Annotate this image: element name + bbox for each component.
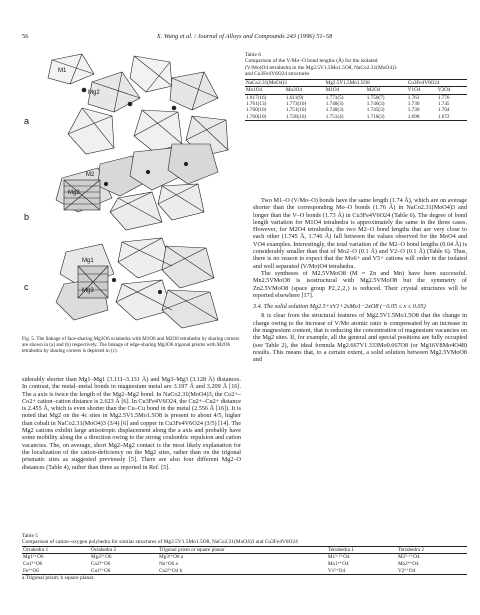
paragraph: siderably shorter than Mg1–Mg1 (3.111–3.131 Å) and Mg3–Mg3 (3.128 Å) distances. In contrast, the metal–metal bonds in magnesium metal are 3.197 Å and 3.209 Å [16]. The a axis is twice the length of the Mg2–Mg2 bond. In NaCo2.31(MoO4)3, the Co2+–Co2+ cation–cation distance is 2.623 Å [6]. In Cu3Fe4V6O24, the Cu2+–Cu2+ distance is 2.455 Å, which is even shorter than the Cu–Cu bond in the metal (2.556 Å [16]). It is noted that Mg2 on the 4c sites in Mg2.5V1.5Mo1.5O8 is present to about 4/5, higher than cobalt in NaCo2.31(MoO4)3 (3/4) [6] and copper in Cu3Fe4V6O24 (3/5) [14]. The Mg2 cations exhibit large anisotropic displacement along the a axis and probably have some mobility along the a direction owing to the strong coulombic repulsion and cation vacancies. The, on average, short Mg2–Mg2 contact is the most likely explanation for the localization of the cation-deficiency on the Mg2 sites, rather than on the trigonal prismatic sites as suggested previously [5]. There are also four different Mg2–O distances (Table 4), rather than three as reported in Ref. [5]. <box>22 376 241 471</box>
page-number: 56 <box>22 33 29 40</box>
panel-label-a: a <box>24 116 30 126</box>
table-row: Mg1²⁺O6 Mg2²⁺O6 Mg3²⁺O6 a M1⁵·⁵⁺O4 M2⁵·⁵⁺O4 <box>23 554 420 561</box>
table-row: 1.760(10) 1.751(10) 1.740(3) 1.745(3) 1.730 1.704 <box>246 107 450 114</box>
panel-a-drawing <box>48 54 228 156</box>
crystal-structure-figure <box>22 52 240 334</box>
paragraph: The syntheses of M2.5VMoO8 (M = Zn and Mn) have been successful. Mn2.5VMoO8 is isostructural with Mg2.5VMoO8 but the symmetry of Zn2.5VMoO8 (space group P2₁2₁2₁) is reduced. Their crystal structures will be reported elsewhere [17]. <box>253 269 467 299</box>
site-label-m1: M1 <box>58 68 67 74</box>
left-column-text <box>22 376 241 471</box>
journal-citation: X. Wang et al. / Journal of Alloys and Compounds 243 (1996) 51–58 <box>156 33 333 40</box>
table-row: Co1²⁺O6 Co2²⁺O6 Na⁺O6 a Mo1⁶⁺O4 Mo2⁶⁺O4 <box>23 561 419 568</box>
paragraph: It is clear from the structural features of Mg2.5V1.5Mo1.5O8 that the change in charge owing to the increase of V/Mo atomic ratio is compensated by an increase in the magnesium content, that is reducing the concentration of magnesium vacancies on the Mg2 sites. If, for example, all the general and special positions are fully occupied (see Table 2), the ideal formula Mg2.667V1.333Mo0.667O8 (or Mg16V8Mo4O48) results. This means that, to a certain extent, a solid solution between Mg2.5VMoO8 and <box>253 312 467 364</box>
table-5 <box>22 533 467 582</box>
table-6 <box>245 52 467 121</box>
table-header-row: Octahedra 1 Octahedra 2 Trigonal prism or square planar Tetrahedra 1 Tetrahedra 2 <box>22 546 467 554</box>
panel-label-b: b <box>24 212 30 222</box>
site-label-mg2-b: Mg2 <box>68 190 80 196</box>
panel-label-c: c <box>24 282 29 292</box>
site-label-mg3: Mg3 <box>82 288 94 294</box>
table-6-title: Table 6 Comparison of the V/Mo–O bond lengths (Å) for the isolated (V/Mo)O4 tetrahedra in the Mg2.5V1.5Mo1.5O8, NaCo2.31(MoO4)3 and Cu3Fe4V6O24 structures <box>245 52 397 77</box>
table-row: 1.817(16) 1.611(9) 1.771(5) 1.750(7) 1.763 1.776 <box>246 94 450 101</box>
site-label-m2: M2 <box>86 172 95 178</box>
table-row: 1.760(10) 1.726(10) 1.751(4) 1.718(3) 1.698 1.672 <box>245 114 467 121</box>
figure-caption: Fig. 5. The linkage of face-sharing Mg2O6 octahedra with M1O6 and M2O6 tetrahedra by sharing corners are shown in (a) and (b) respectively. The linkage of edge-sharing Mg3O6 trigonal prisms with M2O6 tetrahedra by sharing corners is depicted in (c). <box>22 336 240 355</box>
paragraph: Two M1–O (V/Mo–O) bonds have the same length (1.74 Å), which are on average shorter than the corresponding Mo–O bonds (1.76 Å) in NaCo2.31(MoO4)3 and longer than the V–O bonds (1.73 Å) in Cu3Fe4V6O24 (Table 6). The degree of bond length variation for M1O4 tetrahedra is approximately the same in the three cases. However, for M2O4 tetrahedra, the two M2–O bond lengths that are very close to each other (1.745 Å, 1.746 Å) fall between the values observed for the MoO4 and VO4 examples. Interestingly, the total variation of the M2–O bond lengths (0.04 Å) is considerably smaller than that of Mo2–O (0.1 Å) and V2–O (0.1 Å) (Table 6). Thus, there is no reason to expect that the Mo6+ and V5+ cations will order in the isolated and well separated (V/Mo)O4 tetrahedra. <box>253 197 467 270</box>
site-label-mg2-a: Mg2 <box>88 90 100 96</box>
table-header-row: NaCo2.31(MoO4)3 Mg2.5V1.5Mo1.5O8 Cu3Fe4V6O24 <box>245 80 467 87</box>
table-5-grid <box>22 546 467 576</box>
table-5-subtitle: Comparison of cation–oxygen polyhedra for similar structures of Mg2.5V1.5Mo1.5O8, NaCo2.31(MoO4)3 and Cu3Fe4V6O24 <box>22 539 298 546</box>
table-6-grid <box>245 79 467 121</box>
table-5-title: Table 5 <box>22 533 38 539</box>
panel-b-drawing <box>56 144 218 230</box>
panel-c-drawing <box>56 238 218 328</box>
section-heading: 3.4. The solid solution Mg2.5+xV1+2xMo1−2xO8 (−0.05 ≤ x ≤ 0.05) <box>253 303 426 311</box>
table-row: Fe³⁺O6 Cu1²⁺O6 Cu2²⁺O4 b V1⁵⁺O4 V2⁵⁺O4 <box>22 568 467 575</box>
figure-5 <box>22 52 240 334</box>
table-row: 1.761(13) 1.773(10) 1.740(3) 1.746(3) 1.730 1.745 <box>246 101 450 108</box>
running-header <box>22 33 467 45</box>
right-column-text <box>253 197 467 364</box>
site-label-mg1: Mg1 <box>82 258 94 264</box>
table-header-row: Mo1O4 Mo2O4 M1O4 M2O4 V1O4 V2O4 <box>245 87 467 94</box>
table-5-footnote: a Trigonal prism; b square planar. <box>22 575 95 582</box>
